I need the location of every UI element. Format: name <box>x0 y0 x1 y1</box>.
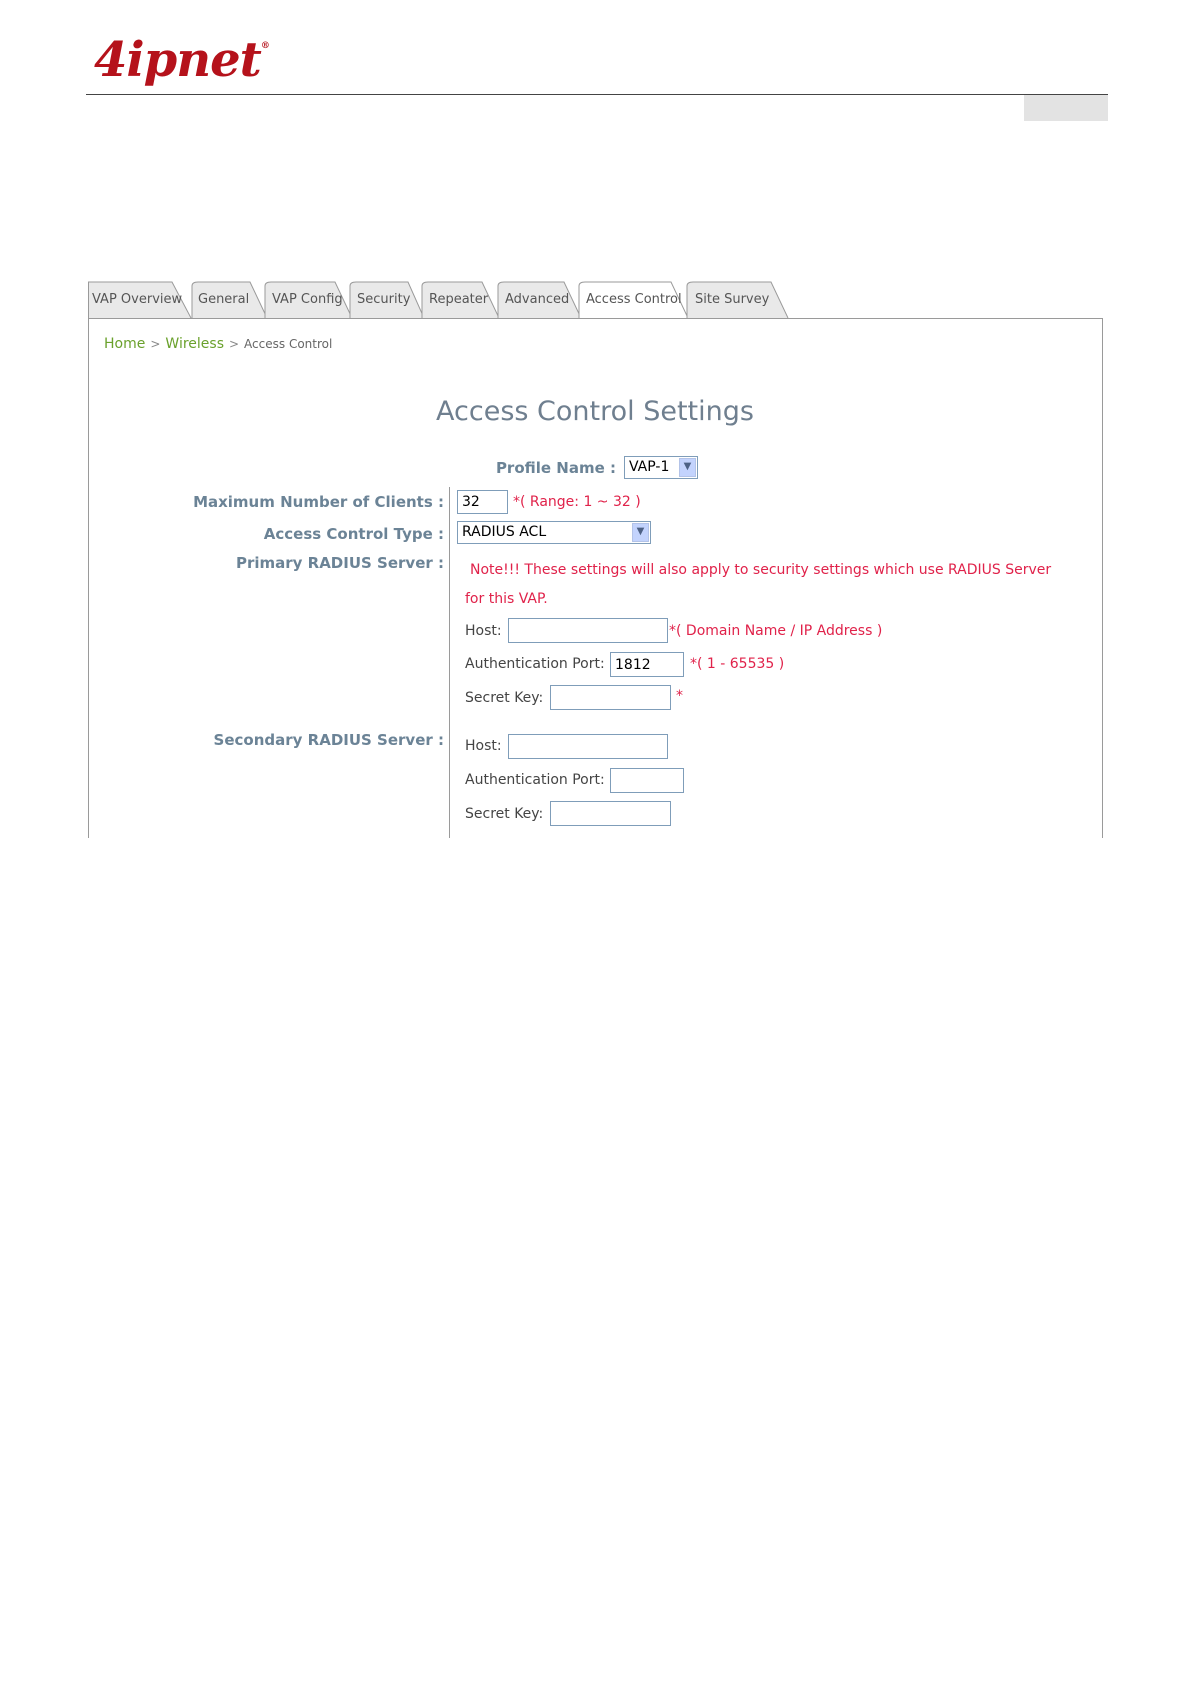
access-control-type-select[interactable]: RADIUS ACL ▼ <box>457 521 651 544</box>
tab-bar <box>88 280 1103 318</box>
secondary-host-label: Host: <box>465 738 502 754</box>
tab-security[interactable]: Security <box>348 280 425 318</box>
primary-port-hint: *( 1 - 65535 ) <box>690 656 785 672</box>
secondary-host-input[interactable] <box>508 734 668 759</box>
breadcrumb-home[interactable]: Home <box>104 336 146 352</box>
primary-secret-key-input[interactable] <box>550 685 671 710</box>
brand-logo: 4ipnet® <box>94 32 269 88</box>
tab-vap-overview[interactable]: VAP Overview <box>88 280 192 318</box>
primary-radius-label: Primary RADIUS Server : <box>235 554 444 572</box>
page-title: Access Control Settings <box>436 396 754 427</box>
primary-host-hint: *( Domain Name / IP Address ) <box>669 623 883 639</box>
tab-vap-config[interactable]: VAP Config <box>263 280 353 318</box>
breadcrumb: Home > Wireless > Access Control <box>104 336 333 352</box>
profile-name-select[interactable]: VAP-1 ▼ <box>624 456 698 479</box>
secondary-secret-key-input[interactable] <box>550 801 671 826</box>
tab-advanced[interactable]: Advanced <box>496 280 582 318</box>
primary-host-label: Host: <box>465 623 502 639</box>
max-clients-hint: *( Range: 1 ~ 32 ) <box>513 494 641 510</box>
tab-general[interactable]: General <box>190 280 268 318</box>
profile-name-label: Profile Name : <box>495 459 616 477</box>
header-page-box <box>1024 95 1108 121</box>
header-divider <box>86 94 1108 95</box>
primary-port-label: Authentication Port: <box>465 656 605 672</box>
access-control-type-label: Access Control Type : <box>263 525 444 543</box>
tab-repeater[interactable]: Repeater <box>420 280 500 318</box>
secondary-secret-key-label: Secret Key: <box>465 806 544 822</box>
primary-radius-note-cont: for this VAP. <box>465 591 548 607</box>
form-divider <box>449 487 450 838</box>
breadcrumb-wireless[interactable]: Wireless <box>165 336 224 352</box>
primary-secret-key-hint: * <box>676 688 683 704</box>
primary-port-input[interactable] <box>610 652 684 677</box>
primary-secret-key-label: Secret Key: <box>465 690 544 706</box>
tab-site-survey[interactable]: Site Survey <box>685 280 789 318</box>
secondary-radius-label: Secondary RADIUS Server : <box>213 731 444 749</box>
secondary-port-input[interactable] <box>610 768 684 793</box>
tab-access-control[interactable]: Access Control <box>577 280 689 318</box>
primary-radius-note: Note!!! These settings will also apply to security settings which use RADIUS Server <box>470 562 1052 578</box>
chevron-down-icon: ▼ <box>679 458 696 477</box>
max-clients-input[interactable] <box>457 490 508 514</box>
primary-host-input[interactable] <box>508 618 668 643</box>
max-clients-label: Maximum Number of Clients : <box>193 493 444 511</box>
chevron-down-icon: ▼ <box>632 523 649 542</box>
breadcrumb-current: Access Control <box>244 337 333 351</box>
secondary-port-label: Authentication Port: <box>465 772 605 788</box>
